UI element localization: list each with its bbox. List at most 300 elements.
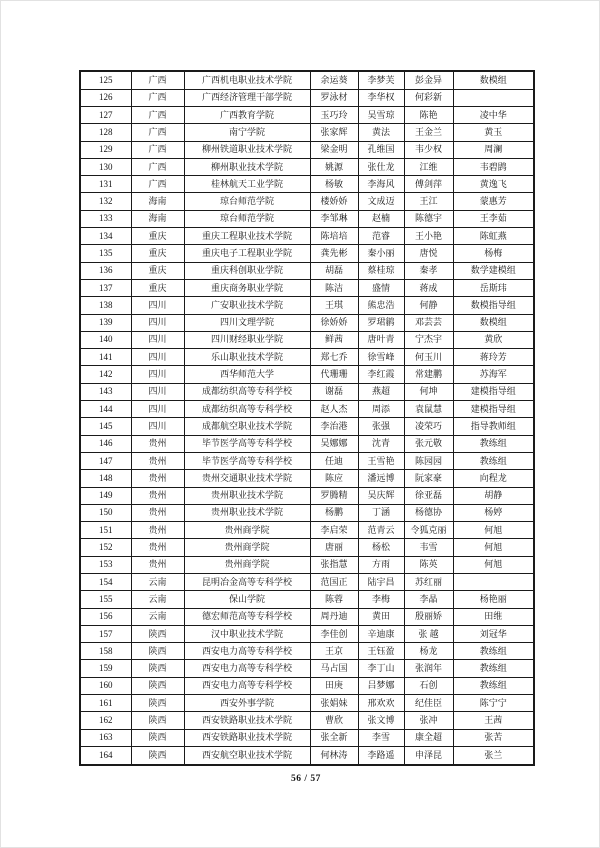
school-cell: 广西机电职业技术学院: [184, 71, 310, 89]
table-row: [80, 331, 534, 348]
member3-cell: 何玉川: [404, 349, 453, 366]
member3-cell: 殷丽娇: [404, 608, 453, 625]
member3-cell: 陈艳: [404, 106, 453, 123]
member1-cell: 曹欣: [310, 712, 358, 729]
group-cell: 何旭: [453, 522, 534, 539]
school-cell: 成都纺织高等专科学校: [184, 383, 310, 400]
school-cell: 四川文理学院: [184, 314, 310, 331]
table-row: [80, 470, 534, 487]
member1-cell: 张家辉: [310, 124, 358, 141]
table-row: [80, 383, 534, 400]
member3-cell: 李晶: [404, 591, 453, 608]
school-cell: 毕节医学高等专科学校: [184, 435, 310, 452]
member3-cell: 康全超: [404, 729, 453, 746]
member3-cell: 申泽昆: [404, 746, 453, 765]
province-cell: 海南: [131, 193, 184, 210]
row-no-cell: 143: [80, 383, 131, 400]
school-cell: 琼台师范学院: [184, 210, 310, 227]
province-cell: 陕西: [131, 729, 184, 746]
member3-cell: 杨龙: [404, 643, 453, 660]
group-cell: 杨艳丽: [453, 591, 534, 608]
member1-cell: 陈洁: [310, 279, 358, 296]
table-row: [80, 262, 534, 279]
school-cell: 广西经济管理干部学院: [184, 89, 310, 106]
school-cell: 成都纺织高等专科学校: [184, 401, 310, 418]
table-row: [80, 556, 534, 573]
province-cell: 贵州: [131, 522, 184, 539]
row-no-cell: 151: [80, 522, 131, 539]
member3-cell: 凌荣巧: [404, 418, 453, 435]
school-cell: 保山学院: [184, 591, 310, 608]
member3-cell: 阮家豪: [404, 470, 453, 487]
member2-cell: 蔡桂琼: [358, 262, 404, 279]
table-row: [80, 712, 534, 729]
group-cell: 蒙惠芳: [453, 193, 534, 210]
table-row: [80, 435, 534, 452]
school-cell: 贵州商学院: [184, 522, 310, 539]
table-row: [80, 608, 534, 625]
member3-cell: 陈德宇: [404, 210, 453, 227]
school-cell: 贵州交通职业技术学院: [184, 470, 310, 487]
member1-cell: 张指慧: [310, 556, 358, 573]
member3-cell: 宁杰宇: [404, 331, 453, 348]
group-cell: 教练组: [453, 643, 534, 660]
member1-cell: 代珊珊: [310, 366, 358, 383]
row-no-cell: 164: [80, 746, 131, 765]
member3-cell: 江维: [404, 158, 453, 175]
member1-cell: 范国正: [310, 573, 358, 590]
group-cell: 王茜: [453, 712, 534, 729]
province-cell: 贵州: [131, 487, 184, 504]
province-cell: 陕西: [131, 625, 184, 642]
group-cell: 张苦: [453, 729, 534, 746]
member2-cell: 丁涵: [358, 504, 404, 521]
table-row: [80, 297, 534, 314]
member3-cell: 石创: [404, 677, 453, 694]
row-no-cell: 157: [80, 625, 131, 642]
member1-cell: 陈蓉: [310, 591, 358, 608]
school-cell: 四川财经职业学院: [184, 331, 310, 348]
member1-cell: 玉巧玲: [310, 106, 358, 123]
member3-cell: 张冲: [404, 712, 453, 729]
member3-cell: 何坤: [404, 383, 453, 400]
province-cell: 陕西: [131, 643, 184, 660]
member3-cell: 张元敬: [404, 435, 453, 452]
province-cell: 贵州: [131, 556, 184, 573]
member1-cell: 马占国: [310, 660, 358, 677]
member3-cell: 常建鹏: [404, 366, 453, 383]
school-cell: 毕节医学高等专科学校: [184, 452, 310, 469]
member2-cell: 唐叶青: [358, 331, 404, 348]
member2-cell: 孔维国: [358, 141, 404, 158]
table-row: [80, 106, 534, 123]
member1-cell: 胡磊: [310, 262, 358, 279]
row-no-cell: 136: [80, 262, 131, 279]
member2-cell: 熊忠浩: [358, 297, 404, 314]
row-no-cell: 139: [80, 314, 131, 331]
table-row: [80, 504, 534, 521]
member3-cell: 苏红丽: [404, 573, 453, 590]
table-row: [80, 366, 534, 383]
province-cell: 陕西: [131, 660, 184, 677]
group-cell: 蒋玲芳: [453, 349, 534, 366]
member1-cell: 李治港: [310, 418, 358, 435]
member2-cell: 杨松: [358, 539, 404, 556]
member3-cell: 纪佳臣: [404, 695, 453, 712]
member2-cell: 李海风: [358, 176, 404, 193]
table-row: [80, 418, 534, 435]
member3-cell: 何彩新: [404, 89, 453, 106]
group-cell: 岳斯玮: [453, 279, 534, 296]
table-row: [80, 158, 534, 175]
member1-cell: 鲜茜: [310, 331, 358, 348]
group-cell: 何旭: [453, 539, 534, 556]
row-no-cell: 163: [80, 729, 131, 746]
province-cell: 贵州: [131, 470, 184, 487]
group-cell: 教练组: [453, 435, 534, 452]
row-no-cell: 141: [80, 349, 131, 366]
group-cell: 何旭: [453, 556, 534, 573]
member2-cell: 盛情: [358, 279, 404, 296]
school-cell: 西安航空职业技术学院: [184, 746, 310, 765]
group-cell: 教练组: [453, 660, 534, 677]
member2-cell: 罗珺鹟: [358, 314, 404, 331]
school-cell: 西安铁路职业技术学院: [184, 712, 310, 729]
school-cell: 重庆商务职业学院: [184, 279, 310, 296]
member3-cell: 王金兰: [404, 124, 453, 141]
member3-cell: 韦雪: [404, 539, 453, 556]
table-row: [80, 695, 534, 712]
member3-cell: 陈英: [404, 556, 453, 573]
member2-cell: 李梅: [358, 591, 404, 608]
province-cell: 广西: [131, 158, 184, 175]
member1-cell: 罗腾精: [310, 487, 358, 504]
row-no-cell: 149: [80, 487, 131, 504]
province-cell: 陕西: [131, 746, 184, 765]
group-cell: 周澜: [453, 141, 534, 158]
province-cell: 重庆: [131, 228, 184, 245]
row-no-cell: 159: [80, 660, 131, 677]
row-no-cell: 127: [80, 106, 131, 123]
school-cell: 乐山职业技术学院: [184, 349, 310, 366]
row-no-cell: 135: [80, 245, 131, 262]
province-cell: 广西: [131, 89, 184, 106]
province-cell: 广西: [131, 106, 184, 123]
member2-cell: 徐雪峰: [358, 349, 404, 366]
row-no-cell: 145: [80, 418, 131, 435]
province-cell: 四川: [131, 366, 184, 383]
member3-cell: 王小艳: [404, 228, 453, 245]
school-cell: 重庆电子工程职业学院: [184, 245, 310, 262]
member1-cell: 陈应: [310, 470, 358, 487]
results-table-body: [80, 71, 534, 765]
member3-cell: 张 越: [404, 625, 453, 642]
member2-cell: 吴庆辉: [358, 487, 404, 504]
row-no-cell: 138: [80, 297, 131, 314]
school-cell: 贵州职业技术学院: [184, 504, 310, 521]
table-row: [80, 245, 534, 262]
school-cell: 广安职业技术学院: [184, 297, 310, 314]
row-no-cell: 140: [80, 331, 131, 348]
group-cell: 数模组: [453, 314, 534, 331]
row-no-cell: 130: [80, 158, 131, 175]
member1-cell: 何林涛: [310, 746, 358, 765]
group-cell: 田维: [453, 608, 534, 625]
group-cell: 刘冠华: [453, 625, 534, 642]
province-cell: 陕西: [131, 712, 184, 729]
province-cell: 四川: [131, 418, 184, 435]
row-no-cell: 133: [80, 210, 131, 227]
school-cell: 德宏师范高等专科学校: [184, 608, 310, 625]
member3-cell: 袁鼠慧: [404, 401, 453, 418]
member3-cell: 秦孝: [404, 262, 453, 279]
row-no-cell: 128: [80, 124, 131, 141]
group-cell: 韦碧鹍: [453, 158, 534, 175]
member1-cell: 梁金明: [310, 141, 358, 158]
province-cell: 陕西: [131, 695, 184, 712]
member1-cell: 任迪: [310, 452, 358, 469]
group-cell: 黄玉: [453, 124, 534, 141]
school-cell: 广西教育学院: [184, 106, 310, 123]
member3-cell: 徐亚磊: [404, 487, 453, 504]
school-cell: 柳州职业技术学院: [184, 158, 310, 175]
school-cell: 贵州职业技术学院: [184, 487, 310, 504]
row-no-cell: 160: [80, 677, 131, 694]
row-no-cell: 150: [80, 504, 131, 521]
row-no-cell: 147: [80, 452, 131, 469]
table-row: [80, 210, 534, 227]
member2-cell: 王雪艳: [358, 452, 404, 469]
table-row: [80, 228, 534, 245]
row-no-cell: 161: [80, 695, 131, 712]
member2-cell: 陆宇昌: [358, 573, 404, 590]
row-no-cell: 154: [80, 573, 131, 590]
school-cell: 西华师范大学: [184, 366, 310, 383]
table-row: [80, 89, 534, 106]
group-cell: 凌中华: [453, 106, 534, 123]
table-row: [80, 573, 534, 590]
group-cell: [453, 573, 534, 590]
group-cell: 教练组: [453, 677, 534, 694]
member1-cell: 周丹迪: [310, 608, 358, 625]
member1-cell: 陈培培: [310, 228, 358, 245]
group-cell: 陈虹燕: [453, 228, 534, 245]
member2-cell: 秦小丽: [358, 245, 404, 262]
school-cell: 汉中职业技术学院: [184, 625, 310, 642]
member3-cell: 蒋成: [404, 279, 453, 296]
province-cell: 四川: [131, 401, 184, 418]
school-cell: 西安外事学院: [184, 695, 310, 712]
table-row: [80, 729, 534, 746]
member2-cell: 李路遥: [358, 746, 404, 765]
group-cell: 建模指导组: [453, 383, 534, 400]
member2-cell: 李梦芙: [358, 71, 404, 89]
member2-cell: 李华权: [358, 89, 404, 106]
table-row: [80, 591, 534, 608]
member1-cell: 唐丽: [310, 539, 358, 556]
group-cell: 杨梅: [453, 245, 534, 262]
school-cell: 西安铁路职业技术学院: [184, 729, 310, 746]
province-cell: 云南: [131, 573, 184, 590]
school-cell: 琼台师范学院: [184, 193, 310, 210]
member1-cell: 余运葵: [310, 71, 358, 89]
province-cell: 陕西: [131, 677, 184, 694]
member2-cell: 方雨: [358, 556, 404, 573]
member2-cell: 吕梦娜: [358, 677, 404, 694]
row-no-cell: 152: [80, 539, 131, 556]
row-no-cell: 158: [80, 643, 131, 660]
school-cell: 贵州商学院: [184, 539, 310, 556]
row-no-cell: 132: [80, 193, 131, 210]
member3-cell: 王江: [404, 193, 453, 210]
page-number: 56 / 57: [291, 774, 321, 784]
province-cell: 重庆: [131, 245, 184, 262]
row-no-cell: 155: [80, 591, 131, 608]
row-no-cell: 146: [80, 435, 131, 452]
table-row: [80, 539, 534, 556]
row-no-cell: 156: [80, 608, 131, 625]
member2-cell: 范青云: [358, 522, 404, 539]
group-cell: 数学建模组: [453, 262, 534, 279]
row-no-cell: 153: [80, 556, 131, 573]
member2-cell: 沈青: [358, 435, 404, 452]
province-cell: 广西: [131, 176, 184, 193]
province-cell: 广西: [131, 124, 184, 141]
member1-cell: 谢磊: [310, 383, 358, 400]
row-no-cell: 144: [80, 401, 131, 418]
member2-cell: 辛迪康: [358, 625, 404, 642]
group-cell: 杨婷: [453, 504, 534, 521]
table-row: [80, 401, 534, 418]
table-row: [80, 141, 534, 158]
province-cell: 广西: [131, 141, 184, 158]
school-cell: 重庆工程职业技术学院: [184, 228, 310, 245]
province-cell: 四川: [131, 383, 184, 400]
row-no-cell: 137: [80, 279, 131, 296]
member3-cell: 韦少权: [404, 141, 453, 158]
school-cell: 西安电力高等专科学校: [184, 677, 310, 694]
province-cell: 云南: [131, 608, 184, 625]
member2-cell: 周添: [358, 401, 404, 418]
province-cell: 四川: [131, 349, 184, 366]
table-row: [80, 746, 534, 765]
province-cell: 重庆: [131, 262, 184, 279]
member1-cell: 杨敏: [310, 176, 358, 193]
province-cell: 四川: [131, 331, 184, 348]
member3-cell: 邓芸芸: [404, 314, 453, 331]
member3-cell: 彭金异: [404, 71, 453, 89]
table-row: [80, 314, 534, 331]
table-row: [80, 452, 534, 469]
school-cell: 桂林航天工业学院: [184, 176, 310, 193]
results-table: [79, 70, 535, 766]
school-cell: 昆明冶金高等专科学校: [184, 573, 310, 590]
member1-cell: 张娟妹: [310, 695, 358, 712]
row-no-cell: 134: [80, 228, 131, 245]
table-row: [80, 124, 534, 141]
row-no-cell: 162: [80, 712, 131, 729]
member2-cell: 王钰盈: [358, 643, 404, 660]
group-cell: 建模指导组: [453, 401, 534, 418]
member1-cell: 田庚: [310, 677, 358, 694]
member3-cell: 张润年: [404, 660, 453, 677]
group-cell: 黄欣: [453, 331, 534, 348]
province-cell: 云南: [131, 591, 184, 608]
table-row: [80, 522, 534, 539]
group-cell: 数模组: [453, 71, 534, 89]
group-cell: 胡静: [453, 487, 534, 504]
table-row: [80, 71, 534, 89]
member2-cell: 张文博: [358, 712, 404, 729]
table-row: [80, 349, 534, 366]
group-cell: 陈宁宁: [453, 695, 534, 712]
group-cell: 数模指导组: [453, 297, 534, 314]
member3-cell: 杨德协: [404, 504, 453, 521]
school-cell: 柳州铁道职业技术学院: [184, 141, 310, 158]
member1-cell: 龚先彬: [310, 245, 358, 262]
province-cell: 四川: [131, 314, 184, 331]
member1-cell: 王京: [310, 643, 358, 660]
member2-cell: 潘远博: [358, 470, 404, 487]
table-row: [80, 487, 534, 504]
province-cell: 贵州: [131, 452, 184, 469]
row-no-cell: 142: [80, 366, 131, 383]
province-cell: 海南: [131, 210, 184, 227]
table-row: [80, 193, 534, 210]
member1-cell: 郑七乔: [310, 349, 358, 366]
member1-cell: 赵人杰: [310, 401, 358, 418]
member1-cell: 王琪: [310, 297, 358, 314]
province-cell: 贵州: [131, 504, 184, 521]
member1-cell: 李启荣: [310, 522, 358, 539]
member2-cell: 李丁山: [358, 660, 404, 677]
row-no-cell: 126: [80, 89, 131, 106]
group-cell: 苏海军: [453, 366, 534, 383]
member2-cell: 赵楠: [358, 210, 404, 227]
member3-cell: 何静: [404, 297, 453, 314]
school-cell: 西安电力高等专科学校: [184, 660, 310, 677]
table-row: [80, 625, 534, 642]
group-cell: 向程龙: [453, 470, 534, 487]
group-cell: 指导教师组: [453, 418, 534, 435]
member2-cell: 李雪: [358, 729, 404, 746]
province-cell: 四川: [131, 297, 184, 314]
member1-cell: 楼娇娇: [310, 193, 358, 210]
member2-cell: 张强: [358, 418, 404, 435]
member3-cell: 陈园园: [404, 452, 453, 469]
member3-cell: 唐悦: [404, 245, 453, 262]
table-row: [80, 660, 534, 677]
row-no-cell: 129: [80, 141, 131, 158]
member2-cell: 燕超: [358, 383, 404, 400]
member1-cell: 徐娇娇: [310, 314, 358, 331]
member2-cell: 文成迈: [358, 193, 404, 210]
group-cell: [453, 89, 534, 106]
member2-cell: 范睿: [358, 228, 404, 245]
table-row: [80, 677, 534, 694]
group-cell: 张兰: [453, 746, 534, 765]
group-cell: 教练组: [453, 452, 534, 469]
group-cell: 王李茹: [453, 210, 534, 227]
province-cell: 贵州: [131, 435, 184, 452]
member1-cell: 李邹琳: [310, 210, 358, 227]
member2-cell: 黄法: [358, 124, 404, 141]
member3-cell: 傅剑萍: [404, 176, 453, 193]
province-cell: 贵州: [131, 539, 184, 556]
member1-cell: 杨鹏: [310, 504, 358, 521]
table-row: [80, 279, 534, 296]
member1-cell: 吴娜娜: [310, 435, 358, 452]
